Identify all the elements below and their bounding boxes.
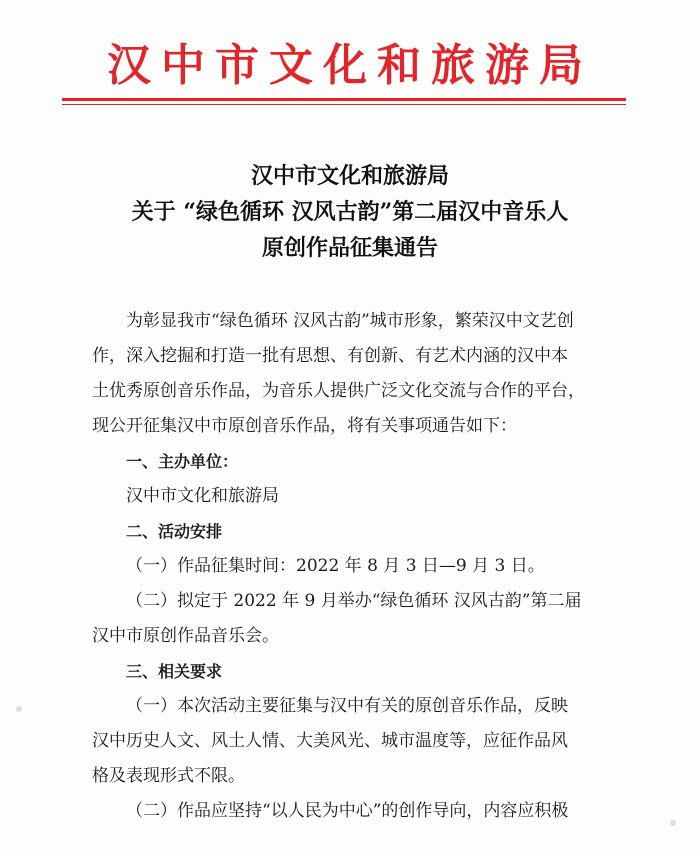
- letterhead-title: 汉中市文化和旅游局: [107, 40, 593, 91]
- section-3-item-1-line-2: 汉中历史人文、风土人情、大美风光、城市温度等，应征作品风: [92, 731, 568, 751]
- title-line-2: 关于 “绿色循环 汉风古韵”第二届汉中音乐人: [131, 199, 569, 225]
- section-1-content: 汉中市文化和旅游局: [126, 486, 279, 506]
- letterhead-rule-thin: [62, 104, 626, 105]
- section-3-heading: 三、相关要求: [126, 662, 223, 681]
- section-3-item-1-line-3: 格及表现形式不限。: [92, 766, 245, 786]
- scan-speck: [670, 820, 676, 826]
- section-2-item-2-line-2: 汉中市原创作品音乐会。: [92, 626, 279, 646]
- intro-line-4: 现公开征集汉中市原创音乐作品，将有关事项通告如下：: [92, 416, 517, 436]
- intro-line-3: 土优秀原创音乐作品，为音乐人提供广泛文化交流与合作的平台，: [92, 381, 585, 401]
- section-2-item-2-line-1: （二）拟定于 2022 年 9 月举办“绿色循环 汉风古韵”第二届: [126, 591, 582, 611]
- title-line-1: 汉中市文化和旅游局: [250, 163, 449, 189]
- section-1-heading: 一、主办单位：: [126, 452, 239, 471]
- intro-line-2: 作，深入挖掘和打造一批有思想、有创新、有艺术内涵的汉中本: [92, 346, 568, 366]
- section-3-item-1-line-1: （一）本次活动主要征集与汉中有关的原创音乐作品，反映: [126, 696, 568, 716]
- document-title: [0, 158, 700, 266]
- section-3-item-2-line-1: （二）作品应坚持“以人民为中心”的创作导向，内容应积极: [126, 801, 569, 821]
- scan-speck: [16, 706, 22, 712]
- document-body: [92, 304, 632, 829]
- intro-line-1: 为彰显我市“绿色循环 汉风古韵”城市形象，繁荣汉中文艺创: [126, 311, 574, 331]
- section-2-item-1: （一）作品征集时间：2022 年 8 月 3 日—9 月 3 日。: [126, 556, 545, 576]
- section-2-heading: 二、活动安排: [126, 522, 223, 541]
- letterhead-rule-thick: [62, 98, 626, 101]
- title-line-3: 原创作品征集通告: [261, 235, 438, 261]
